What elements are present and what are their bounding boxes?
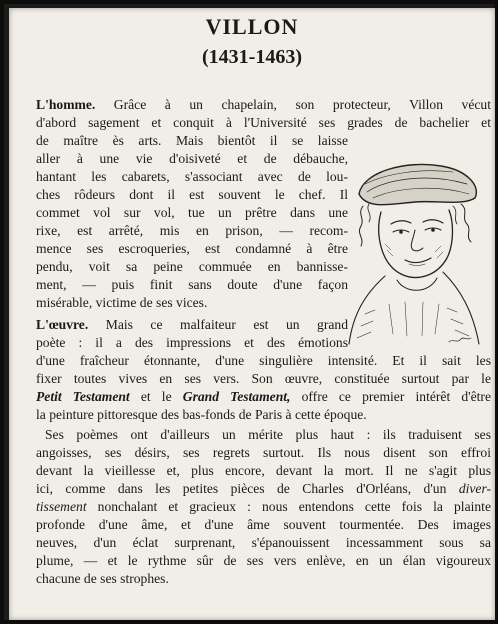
petit-testament-title: Petit Testament — [36, 389, 130, 404]
homme-line-2: d'abord sagement et conquit à l'Université ses grades de bachelier et — [36, 115, 491, 130]
oeuvre-line-4: fixer toutes vives en ses vers. Son œuvre, constituée surtout par le — [36, 371, 491, 386]
page-title: VILLON — [205, 14, 299, 39]
homme-line-6: ches rôdeurs dont il est souvent le chef. Il — [36, 187, 348, 202]
villon-portrait-icon — [345, 154, 483, 350]
homme-line-5: hantant les cabarets, s'associant avec de lou- — [36, 169, 348, 184]
homme-line-10: pendu, voit sa peine commuée en bannisse- — [36, 259, 348, 274]
oeuvre-line-3: d'une fraîcheur étonnante, d'une singulière intensité. Et il sait les — [36, 353, 491, 368]
homme-line-8: rixe, est arrêté, mis en prison, — recom- — [36, 223, 348, 238]
homme-line-9: mence ses escroqueries, est condamné à être — [36, 241, 348, 256]
life-dates: (1431-1463) — [202, 46, 302, 68]
oeuvre-line-6: la peinture pittoresque des bas-fonds de Paris à cette époque. — [36, 407, 367, 422]
homme-line-7: commet vol sur vol, tue un prêtre dans une — [36, 205, 348, 220]
book-page — [9, 8, 495, 620]
homme-lead: L'homme. — [36, 97, 96, 112]
homme-line-1: L'homme. Grâce à un chapelain, son protecteur, Villon vécut — [36, 97, 491, 112]
poemes-line-5: tissement nonchalant et gracieux : nous entendons cette fois la plainte — [36, 499, 491, 514]
poemes-line-6: profonde d'une âme, et d'une âme souvent tourmentée. Des images — [36, 517, 491, 532]
oeuvre-line-1: L'œuvre. Mais ce malfaiteur est un grand — [36, 317, 348, 332]
poemes-line-8: plume, — et le rythme sûr de ses vers enlève, en un élan vigoureux — [36, 553, 491, 568]
homme-line-12: misérable, victime de ses vices. — [36, 295, 208, 310]
poemes-line-9: chacune de ses strophes. — [36, 571, 169, 586]
homme-line-3: de maître ès arts. Mais bientôt il se laisse — [36, 133, 348, 148]
oeuvre-lead: L'œuvre. — [36, 317, 89, 332]
homme-line-11: ment, — puis finit sans doute d'une façon — [36, 277, 348, 292]
grand-testament-title: Grand Testament, — [182, 389, 291, 404]
poemes-line-2: angoisses, ses désirs, ses regrets surtout. Ils nous disent son effroi — [36, 445, 491, 460]
oeuvre-line-2: poète : il a des impressions et des émotions — [36, 335, 348, 350]
poemes-line-1: Ses poèmes ont d'ailleurs un mérite plus haut : ils traduisent ses — [45, 427, 491, 442]
poemes-line-3: devant la vieillesse et, plus encore, devant la mort. Il ne s'agit plus — [36, 463, 491, 478]
poemes-line-7: neuves, d'un éclat surprenant, s'épanouissent incessamment sous sa — [36, 535, 491, 550]
poemes-line-4: ici, comme dans les petites pièces de Charles d'Orléans, d'un diver- — [36, 481, 491, 496]
homme-line-4: aller à une vie d'oisiveté et de débauche, — [36, 151, 348, 166]
oeuvre-line-5: Petit Testament et le Grand Testament, offre ce premier intérêt d'être — [36, 389, 491, 404]
